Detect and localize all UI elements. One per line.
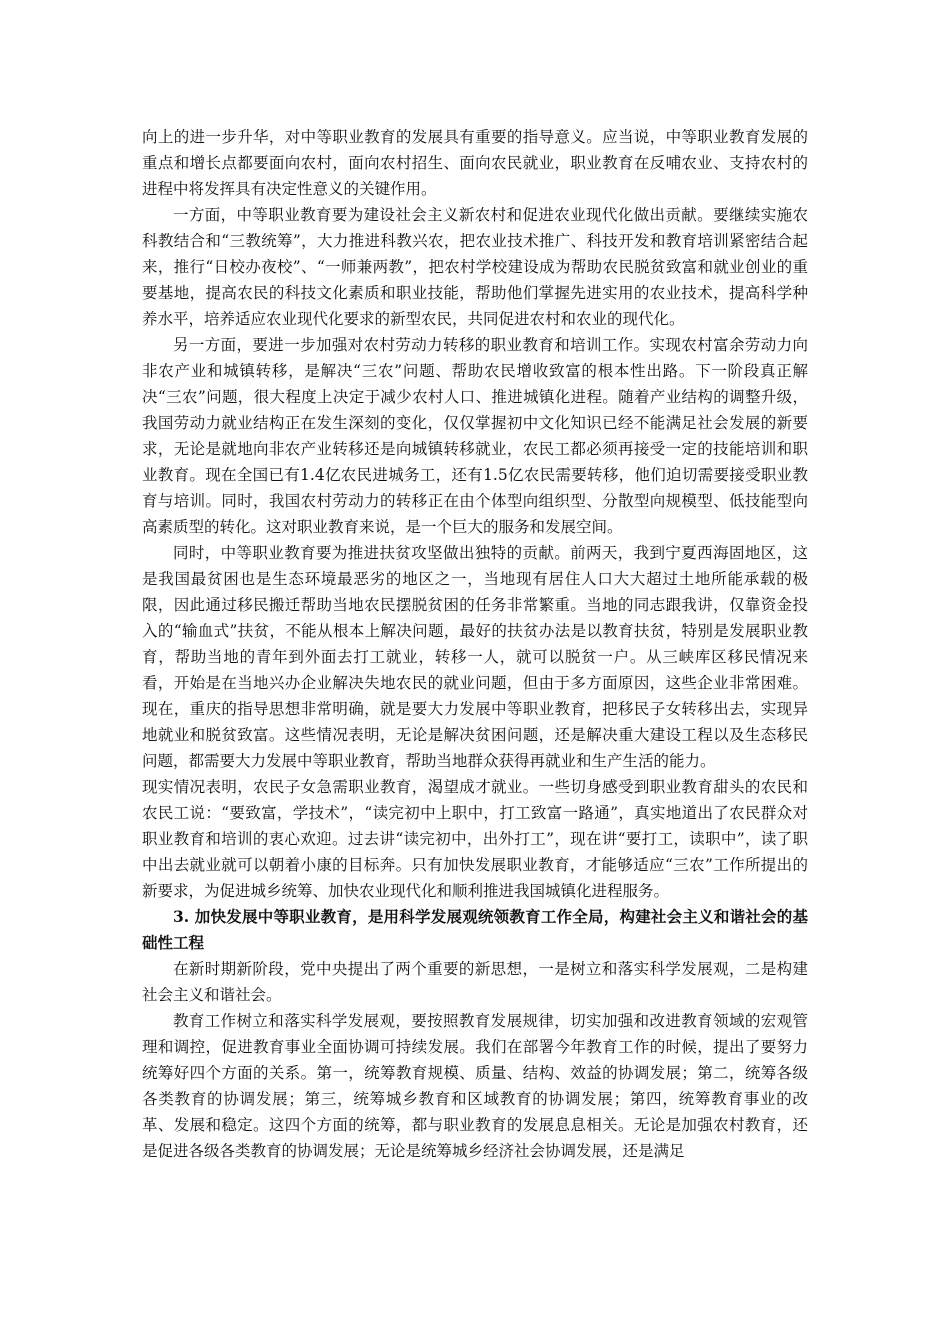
paragraph-two-new-ideas: 在新时期新阶段，党中央提出了两个重要的新思想，一是树立和落实科学发展观，二是构建社会主义和谐社会。 (142, 960, 808, 1004)
paragraph-continuation: 向上的进一步升华，对中等职业教育的发展具有重要的指导意义。应当说，中等职业教育发展的重点和增长点都要面向农村，面向农村招生、面向农民就业，职业教育在反哺农业、支持农村的进程中将发挥具有决定性意义的关键作用。 (142, 128, 808, 198)
paragraph-scientific-development: 教育工作树立和落实科学发展观，要按照教育发展规律，切实加强和改进教育领域的宏观管理和调控，促进教育事业全面协调可持续发展。我们在部署今年教育工作的时候，提出了要努力统筹好四个方面的关系。第一，统筹教育规模、质量、结构、效益的协调发展；第二，统筹各级各类教育的协调发展；第三，统筹城乡教育和区域教育的协调发展；第四，统筹教育事业的改革、发展和稳定。这四个方面的统筹，都与职业教育的发展息息相关。无论是加强农村教育，还是促进各级各类教育的协调发展；无论是统筹城乡经济社会协调发展，还是满足 (142, 1012, 808, 1160)
paragraph-new-countryside: 一方面，中等职业教育要为建设社会主义新农村和促进农业现代化做出贡献。要继续实施农科教结合和“三教统筹”，大力推进科教兴农，把农业技术推广、科技开发和教育培训紧密结合起来，推行“日校办夜校”、“一师兼两教”，把农村学校建设成为帮助农民脱贫致富和就业创业的重要基地，提高农民的科技文化素质和职业技能，帮助他们掌握先进实用的农业技术，提高科学种养水平，培养适应农业现代化要求的新型农民，共同促进农村和农业的现代化。 (142, 206, 808, 328)
paragraph-poverty-alleviation: 同时，中等职业教育要为推进扶贫攻坚做出独特的贡献。前两天，我到宁夏西海固地区，这是我国最贫困也是生态环境最恶劣的地区之一，当地现有居住人口大大超过土地所能承载的极限，因此通过移民搬迁帮助当地农民摆脱贫困的任务非常繁重。当地的同志跟我讲，仅靠资金投入的“输血式”扶贫，不能从根本上解决问题，最好的扶贫办法是以教育扶贫，特别是发展职业教育，帮助当地的青年到外面去打工就业，转移一人，就可以脱贫一户。从三峡库区移民情况来看，开始是在当地兴办企业解决失地农民的就业问题，但由于多方面原因，这些企业非常困难。现在，重庆的指导思想非常明确，就是要大力发展中等职业教育，把移民子女转移出去，实现异地就业和脱贫致富。这些情况表明，无论是解决贫困问题，还是解决重大建设工程以及生态移民问题，都需要大力发展中等职业教育，帮助当地群众获得再就业和生产生活的能力。 (142, 544, 808, 770)
document-page (142, 124, 808, 1164)
paragraph-labor-transfer: 另一方面，要进一步加强对农村劳动力转移的职业教育和培训工作。实现农村富余劳动力向非农产业和城镇转移，是解决“三农”问题、帮助农民增收致富的根本性出路。下一阶段真正解决“三农”问题，很大程度上决定于减少农村人口、推进城镇化进程。随着产业结构的调整升级，我国劳动力就业结构正在发生深刻的变化，仅仅掌握初中文化知识已经不能满足社会发展的新要求，无论是就地向非农产业转移还是向城镇转移就业，农民工都必须再接受一定的技能培训和职业教育。现在全国已有1.4亿农民进城务工，还有1.5亿农民需要转移，他们迫切需要接受职业教育与培训。同时，我国农村劳动力的转移正在由个体型向组织型、分散型向规模型、低技能型向高素质型的转化。这对职业教育来说，是一个巨大的服务和发展空间。 (142, 336, 808, 536)
paragraph-farmers-demand: 现实情况表明，农民子女急需职业教育，渴望成才就业。一些切身感受到职业教育甜头的农民和农民工说：“要致富，学技术”，“读完初中上职中，打工致富一路通”，真实地道出了农民群众对职业教育和培训的衷心欢迎。过去讲“读完初中，出外打工”，现在讲“要打工，读职中”，读了职中出去就业就可以朝着小康的目标奔。只有加快发展职业教育，才能够适应“三农”工作所提出的新要求，为促进城乡统筹、加快农业现代化和顺利推进我国城镇化进程服务。 (142, 778, 808, 900)
section-heading-3: 3. 加快发展中等职业教育，是用科学发展观统领教育工作全局，构建社会主义和谐社会的基础性工程 (142, 907, 808, 952)
